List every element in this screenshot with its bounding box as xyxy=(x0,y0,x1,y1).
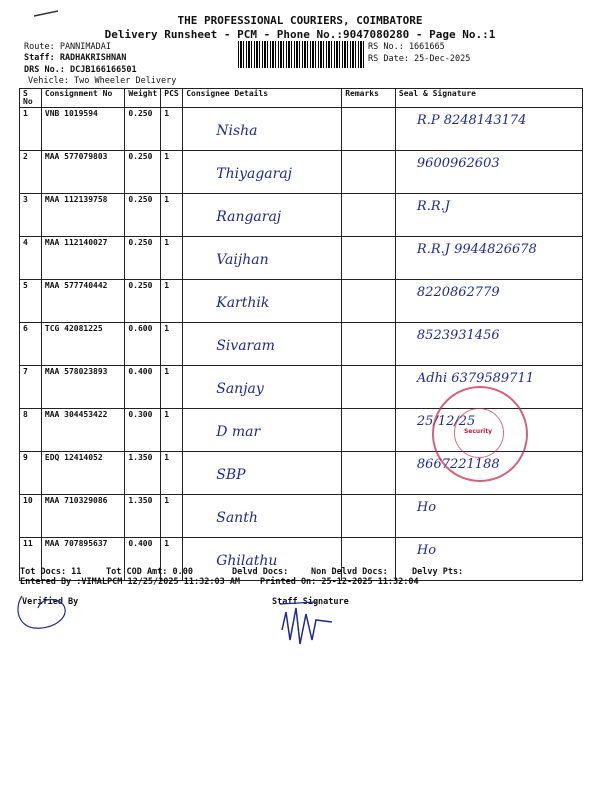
consignment-cell: MAA 112140027 xyxy=(41,237,124,280)
sno-cell: 5 xyxy=(20,280,42,323)
pcs-cell: 1 xyxy=(161,237,183,280)
signature-handwriting: 8523931456 xyxy=(416,328,500,343)
weight-cell: 0.250 xyxy=(125,108,161,151)
consignee-cell xyxy=(183,409,342,452)
consignee-handwriting: SBP xyxy=(216,467,246,483)
pcs-cell: 1 xyxy=(161,108,183,151)
consignee-handwriting: Karthik xyxy=(216,295,270,311)
weight-cell: 1.350 xyxy=(125,495,161,538)
remarks-cell xyxy=(342,280,396,323)
table-row xyxy=(20,237,583,280)
verified-signature-scribble xyxy=(12,588,92,638)
pcs-cell: 1 xyxy=(161,538,183,581)
consignee-handwriting: Vaijhan xyxy=(216,252,269,268)
sno-cell: 4 xyxy=(20,237,42,280)
pcs-cell: 1 xyxy=(161,151,183,194)
signature-cell xyxy=(395,237,582,280)
consignee-handwriting: Nisha xyxy=(216,123,258,139)
weight-cell: 0.250 xyxy=(125,280,161,323)
consignment-cell: EDQ 12414052 xyxy=(41,452,124,495)
pcs-cell: 1 xyxy=(161,452,183,495)
consignee-cell xyxy=(183,151,342,194)
remarks-cell xyxy=(342,151,396,194)
verified-by: Verified By xyxy=(22,597,79,607)
staff-label: Staff: RADHAKRISHNAN xyxy=(24,53,127,63)
weight-cell: 0.400 xyxy=(125,366,161,409)
table-row xyxy=(20,495,583,538)
sno-cell: 10 xyxy=(20,495,42,538)
staff-signature: Staff Signature xyxy=(272,597,349,607)
consignment-cell: MAA 112139758 xyxy=(41,194,124,237)
remarks-cell xyxy=(342,366,396,409)
runsheet-table xyxy=(19,88,583,581)
col-pcs: PCS xyxy=(161,89,183,108)
sno-cell: 11 xyxy=(20,538,42,581)
signature-cell xyxy=(395,323,582,366)
drs-label: DRS No.: DCJB166166501 xyxy=(24,65,137,75)
consignee-cell xyxy=(183,108,342,151)
signature-handwriting: 25/12/25 xyxy=(416,414,476,429)
entered-by: Entered By :VIMALPCM 12/25/2025 11:32:03 AM xyxy=(20,577,241,587)
consignee-handwriting: D mar xyxy=(216,424,261,440)
sno-cell: 8 xyxy=(20,409,42,452)
remarks-cell xyxy=(342,495,396,538)
consignment-cell: VNB 1019594 xyxy=(41,108,124,151)
signature-handwriting: 9600962603 xyxy=(416,156,500,171)
delvy-pts: Delvy Pts: xyxy=(412,567,464,577)
signature-cell xyxy=(395,280,582,323)
consignment-cell: MAA 707895637 xyxy=(41,538,124,581)
signature-handwriting: 8220862779 xyxy=(416,285,500,300)
consignee-handwriting: Ghilathu xyxy=(216,553,278,569)
tot-cod: Tot COD Amt: 0.00 xyxy=(106,567,193,577)
consignee-cell xyxy=(183,452,342,495)
weight-cell: 0.250 xyxy=(125,194,161,237)
delvd-docs: Delvd Docs: xyxy=(232,567,289,577)
consignee-cell xyxy=(183,237,342,280)
consignee-cell xyxy=(183,280,342,323)
consignee-handwriting: Rangaraj xyxy=(216,209,282,225)
consignment-cell: TCG 42081225 xyxy=(41,323,124,366)
signature-handwriting: Adhi 6379589711 xyxy=(416,371,534,386)
pcs-cell: 1 xyxy=(161,495,183,538)
consignment-cell: MAA 578023893 xyxy=(41,366,124,409)
signature-handwriting: Ho xyxy=(416,500,437,515)
signature-cell xyxy=(395,194,582,237)
consignee-handwriting: Santh xyxy=(216,510,258,526)
weight-cell: 0.250 xyxy=(125,151,161,194)
table-row xyxy=(20,151,583,194)
sno-cell: 9 xyxy=(20,452,42,495)
col-signature: Seal & Signature xyxy=(395,89,582,108)
table-header-row xyxy=(20,89,583,108)
seal-stamp-text: Security xyxy=(463,428,492,435)
signature-handwriting: R.R.J 9944826678 xyxy=(416,242,537,257)
sno-cell: 6 xyxy=(20,323,42,366)
consignee-cell xyxy=(183,194,342,237)
tot-docs: Tot Docs: 11 xyxy=(20,567,82,577)
sno-cell: 2 xyxy=(20,151,42,194)
table-row xyxy=(20,538,583,581)
weight-cell: 1.350 xyxy=(125,452,161,495)
consignee-handwriting: Thiyagaraj xyxy=(216,166,293,182)
weight-cell: 0.250 xyxy=(125,237,161,280)
sno-cell: 3 xyxy=(20,194,42,237)
barcode xyxy=(238,41,364,68)
col-consignee: Consignee Details xyxy=(183,89,342,108)
remarks-cell xyxy=(342,323,396,366)
rs-no-label: RS No.: 1661665 xyxy=(368,42,445,52)
consignee-handwriting: Sivaram xyxy=(216,338,275,354)
consignment-cell: MAA 304453422 xyxy=(41,409,124,452)
pcs-cell: 1 xyxy=(161,323,183,366)
col-weight: Weight xyxy=(125,89,161,108)
weight-cell: 0.600 xyxy=(125,323,161,366)
remarks-cell xyxy=(342,108,396,151)
company-title: THE PROFESSIONAL COURIERS, COIMBATORE xyxy=(177,14,423,27)
weight-cell: 0.400 xyxy=(125,538,161,581)
staff-signature-scribble xyxy=(276,600,346,650)
table-row xyxy=(20,280,583,323)
remarks-cell xyxy=(342,194,396,237)
signature-handwriting: 8667221188 xyxy=(416,457,500,472)
remarks-cell xyxy=(342,409,396,452)
remarks-cell xyxy=(342,237,396,280)
col-remarks: Remarks xyxy=(342,89,396,108)
printed-on: Printed On: 25-12-2025 11:32:04 xyxy=(260,577,419,587)
pcs-cell: 1 xyxy=(161,409,183,452)
sno-cell: 1 xyxy=(20,108,42,151)
route-label: Route: PANNIMADAI xyxy=(24,42,111,52)
pcs-cell: 1 xyxy=(161,366,183,409)
sno-cell: 7 xyxy=(20,366,42,409)
signature-handwriting: R.P 8248143174 xyxy=(416,113,527,128)
non-delvd-docs: Non Delvd Docs: xyxy=(311,567,388,577)
consignment-cell: MAA 577740442 xyxy=(41,280,124,323)
signature-cell xyxy=(395,108,582,151)
signature-handwriting: Ho xyxy=(416,543,437,558)
vehicle-label: Vehicle: Two Wheeler Delivery xyxy=(28,76,177,86)
rs-date-label: RS Date: 25-Dec-2025 xyxy=(368,54,471,64)
signature-handwriting: R.R.J xyxy=(416,199,450,214)
weight-cell: 0.300 xyxy=(125,409,161,452)
table-row xyxy=(20,108,583,151)
remarks-cell xyxy=(342,452,396,495)
signature-cell xyxy=(395,495,582,538)
consignee-cell xyxy=(183,495,342,538)
consignment-cell: MAA 577079803 xyxy=(41,151,124,194)
runsheet-subtitle: Delivery Runsheet - PCM - Phone No.:9047080280 - Page No.:1 xyxy=(104,28,496,41)
signature-cell xyxy=(395,151,582,194)
consignee-handwriting: Sanjay xyxy=(216,381,264,397)
table-row xyxy=(20,323,583,366)
consignee-cell xyxy=(183,323,342,366)
consignment-cell: MAA 710329086 xyxy=(41,495,124,538)
pcs-cell: 1 xyxy=(161,280,183,323)
table-row xyxy=(20,194,583,237)
col-consignment: Consignment No xyxy=(41,89,124,108)
pcs-cell: 1 xyxy=(161,194,183,237)
col-sno: S No xyxy=(20,89,42,108)
consignee-cell xyxy=(183,366,342,409)
